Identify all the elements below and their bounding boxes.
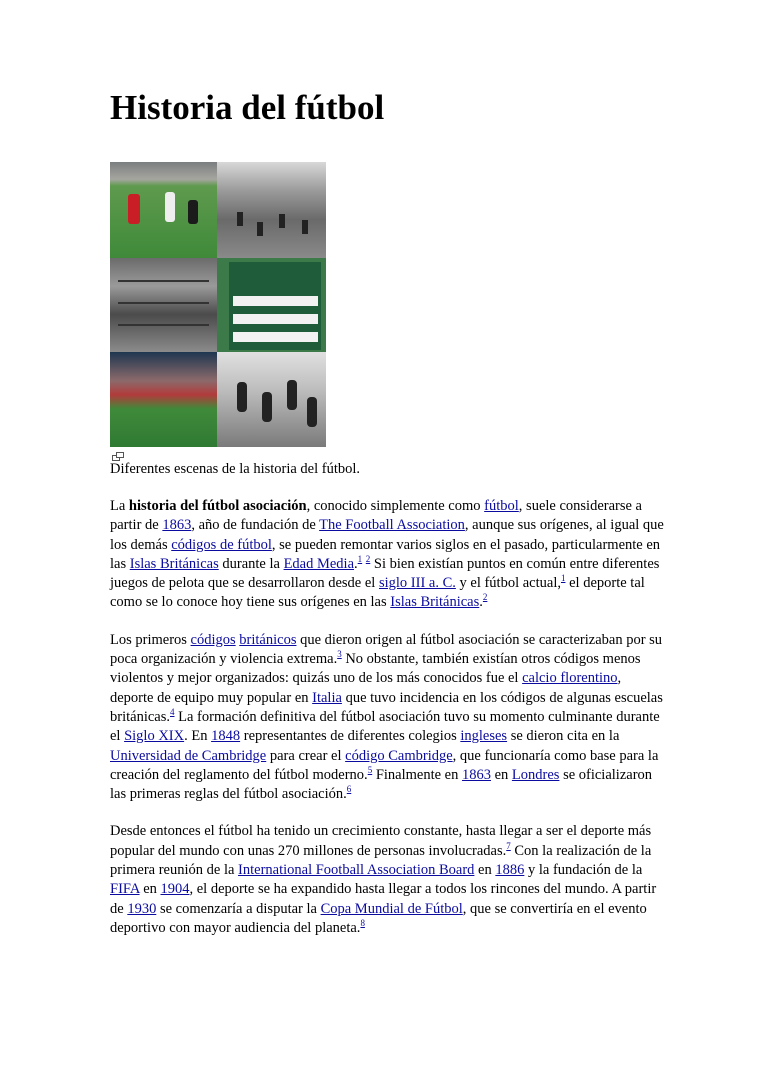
link-codigos-de-futbol[interactable]: códigos de fútbol (171, 536, 272, 553)
page-title: Historia del fútbol (110, 88, 385, 127)
link-siglo-iii[interactable]: siglo III a. C. (378, 575, 456, 592)
link-universidad-cambridge[interactable]: Universidad de Cambridge (110, 747, 267, 764)
link-siglo-xix[interactable]: Siglo XIX (124, 728, 185, 745)
footnote-ref[interactable]: 1 (560, 573, 566, 584)
footnote-ref[interactable]: 2 (365, 553, 371, 564)
paragraph: Desde entonces el fútbol ha tenido un crecimiento constante, hasta llegar a ser el deporte más popular del mundo con unas 270 millones de personas involucradas.$^7$ Con la realización de la primera reunión de la International Football Association Board en 1886 y la fundación de la FIFA en 1904, el deporte se ha expandido hasta llegar a todos los rincones del mundo. A partir de 1930 se comenzaría a disputar la Copa Mundial de Fútbol, que se convertiría en el evento deportivo con mayor audiencia del planeta.$^8$ (110, 823, 657, 936)
link-edad-media[interactable]: Edad Media (283, 555, 355, 572)
history-collage-image[interactable] (110, 162, 326, 447)
link-islas-britanicas[interactable]: Islas Británicas (129, 555, 219, 572)
link-ifab[interactable]: International Football Association Board (238, 862, 475, 879)
footnote-ref[interactable]: 4 (170, 706, 175, 717)
link-copa-mundial[interactable]: Copa Mundial de Fútbol (320, 900, 463, 917)
link-fifa[interactable]: FIFA (110, 881, 140, 898)
footnote-ref[interactable]: 2 (482, 592, 488, 603)
paragraph: La historia del fútbol asociación, conocido simplemente como fútbol, suele considerarse a partir de 1863, año de fundación de The Football Association, aunque sus orígenes, al igual que los demás códigos de fútbol, se pueden remontar varios siglos en el pasado, particularmente en las Islas Británicas durante la Edad Media.$^1$ $^2$ Si bien existían puntos en común entre diferentes juegos de pelota que se desarrollaron desde el siglo III a. C. y el fútbol actual,$^1$ el deporte tal como se lo conoce hoy tiene sus orígenes en las Islas Británicas.$^2$ (110, 498, 664, 611)
modern-match-photo (110, 162, 217, 258)
footnote-ref[interactable]: 5 (367, 764, 373, 775)
footnote-ref[interactable]: 1 (357, 553, 363, 564)
footnote-ref[interactable]: 3 (337, 649, 342, 660)
article-body (110, 497, 665, 956)
footnote-ref[interactable]: 6 (346, 784, 352, 795)
link-1930[interactable]: 1930 (127, 900, 157, 917)
footnote-ref[interactable]: 7 (506, 840, 511, 851)
link-1848[interactable]: 1848 (211, 728, 241, 745)
link-1863[interactable]: 1863 (461, 766, 491, 783)
link-calcio-florentino[interactable]: calcio florentino (522, 670, 618, 687)
paragraph: Los primeros códigos británicos que dieron origen al fútbol asociación se caracterizaban por su poca organización y violencia extrema.$^3$ No obstante, también existían otros códigos menos violentos y mejor organizados: quizás uno de los más conocidos fue el calcio florentino, deporte de equipo muy popular en Italia que tuvo incidencia en los códigos de algunas escuelas británicas.$^4$ La formación definitiva del fútbol asociación tuvo su momento culminante durante el Siglo XIX. En 1848 representantes de diferentes colegios ingleses se dieron cita en la Universidad de Cambridge para crear el código Cambridge, que funcionaría como base para la creación del reglamento del fútbol moderno.$^5$ Finalmente en 1863 en Londres se oficializaron las primeras reglas del fútbol asociación.$^6$ (110, 631, 663, 803)
link-britanicos[interactable]: británicos (239, 631, 297, 648)
link-codigos[interactable]: códigos (190, 631, 236, 648)
stadium-photo (110, 352, 217, 447)
image-caption: Diferentes escenas de la historia del fútbol. (110, 461, 361, 477)
link-italia[interactable]: Italia (312, 689, 342, 706)
bold-term: historia del fútbol asociación (128, 498, 307, 514)
historic-meeting-photo (110, 258, 217, 352)
old-match-photo (217, 162, 326, 258)
link-ingleses[interactable]: ingleses (460, 728, 508, 745)
footnote-ref[interactable]: 8 (360, 917, 365, 928)
link-islas-britanicas[interactable]: Islas Británicas (390, 594, 480, 611)
link-codigo-cambridge[interactable]: código Cambridge (345, 747, 453, 764)
link-londres[interactable]: Londres (511, 766, 560, 783)
link-1863[interactable]: 1863 (162, 517, 192, 534)
world-cup-poster (217, 258, 326, 352)
medieval-football-illustration (217, 352, 326, 447)
link-1886[interactable]: 1886 (495, 862, 525, 879)
link-football-association[interactable]: The Football Association (319, 517, 465, 534)
link-futbol[interactable]: fútbol (484, 498, 519, 514)
link-1904[interactable]: 1904 (160, 881, 190, 898)
